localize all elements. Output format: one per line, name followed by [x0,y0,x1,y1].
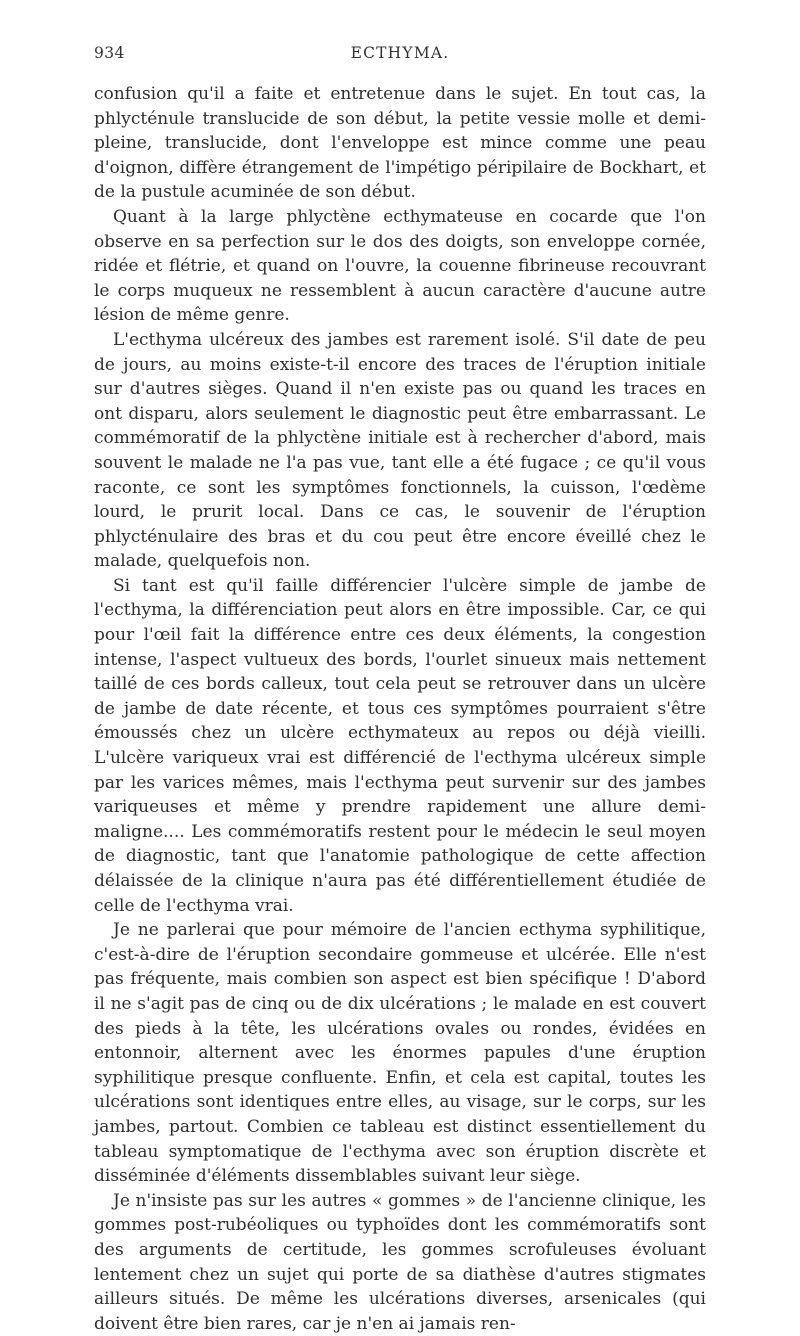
page-number: 934 [94,44,125,62]
paragraph-gommes: Je n'insiste pas sur les autres « gommes » de l'ancienne clinique, les gommes post-rubéoliques ou typhoïdes dont les commémoratifs sont des arguments de certitude, les gommes scrofuleuses évoluant lentement chez un sujet qui porte de sa diathèse d'autres stigmates ailleurs situés. De même les ulcérations diverses, arsenicales (qui doivent être bien rares, car je n'en ai jamais ren- [94,1190,706,1334]
paragraph-continuation: confusion qu'il a faite et entretenue dans le sujet. En tout cas, la phlycténule translucide de son début, la petite vessie molle et demi-pleine, translucide, dont l'enveloppe est mince comme une peau d'oignon, diffère étrangement de l'impétigo péripilaire de Bockhart, et de la pustule acuminée de son début. [94,84,706,203]
paragraph-ecthyma-ulcereux: L'ecthyma ulcéreux des jambes est rarement isolé. S'il date de peu de jours, au moins existe-t-il encore des traces de l'éruption initiale sur d'autres sièges. Quand il n'en existe pas ou quand les traces en ont disparu, alors seulement le diagnostic peut être embarrassant. Le commémoratif de la phlyctène initiale est à rechercher d'abord, mais souvent le malade ne l'a pas vue, tant elle a été fugace ; ce qu'il vous raconte, ce sont les symptômes fonctionnels, la cuisson, l'œdème lourd, le prurit local. Dans ce cas, le souvenir de l'éruption phlycténulaire des bras et du cou peut être encore éveillé chez le malade, quelquefois non. [94,329,706,572]
paragraph-phlyctene: Quant à la large phlyctène ecthymateuse en cocarde que l'on observe en sa perfection sur le dos des doigts, son enveloppe cornée, ridée et flétrie, et quand on l'ouvre, la couenne fibrineuse recouvrant le corps muqueux ne ressemblent à aucun caractère d'aucune autre lésion de même genre. [94,206,706,326]
paragraph-differenciation: Si tant est qu'il faille différencier l'ulcère simple de jambe de l'ecthyma, la différenciation peut alors en être impossible. Car, ce qui pour l'œil fait la différence entre ces deux éléments, la congestion intense, l'aspect vultueux des bords, l'ourlet sinueux mais nettement taillé de ces bords calleux, tout cela peut se retrouver dans un ulcère de jambe de date récente, et tous ces symptômes pourraient s'être émoussés chez un ulcère ecthymateux au repos ou déjà vieilli. L'ulcère variqueux vrai est différencié de l'ecthyma ulcéreux simple par les varices mêmes, mais l'ecthyma peut survenir sur des jambes variqueuses et même y prendre rapidement une allure demi-maligne.... Les commémoratifs restent pour le médecin le seul moyen de diagnostic, tant que l'anatomie pathologique de cette affection délaissée de la clinique n'aura pas été différentiellement étudiée de celle de l'ecthyma vrai. [94,575,706,916]
running-title: ECTHYMA. [350,44,450,62]
running-head [94,44,706,70]
body-text [94,82,706,1336]
paragraph-ecthyma-syphilitique: Je ne parlerai que pour mémoire de l'ancien ecthyma syphilitique, c'est-à-dire de l'éruption secondaire gommeuse et ulcérée. Elle n'est pas fréquente, mais combien son aspect est bien spécifique ! D'abord il ne s'agit pas de cinq ou de dix ulcérations ; le malade en est couvert des pieds à la tête, les ulcérations ovales ou rondes, évidées en entonnoir, alternent avec les énormes papules d'une éruption syphilitique presque confluente. Enfin, et cela est capital, toutes les ulcérations sont identiques entre elles, au visage, sur le corps, sur les jambes, partout. Combien ce tableau est distinct essentiellement du tableau symptomatique de l'ecthyma avec son éruption discrète et disséminée d'éléments dissemblables suivant leur siège. [94,920,706,1187]
